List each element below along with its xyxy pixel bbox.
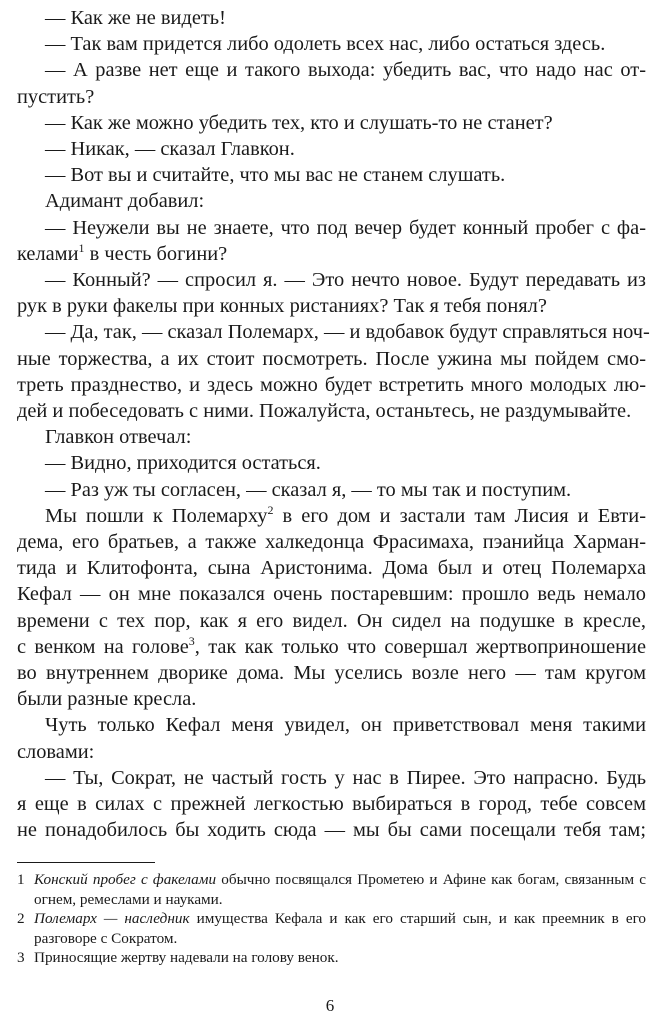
paragraph: — Никак, — сказал Главкон. [45,138,295,161]
footnote-ref: 3 [188,634,195,649]
footnote-term: Конский пробег с факелами [34,871,217,888]
text-line: — А разве нет еще и такого выхода: убедить вас, что надо нас от- [45,59,646,82]
text-line: тида и Клитофонта, сына Аристонима. Дома был и отец Полемарха [17,557,646,580]
text-line: — Конный? — спросил я. — Это нечто новое. Будут передавать из [45,269,646,292]
footnote [17,909,646,948]
text-line: пустить? [17,85,95,108]
footnote-body: Приносящие жертву надевали на голову венок. [34,949,339,966]
main-text [17,5,650,844]
text-run: с венком на голове [17,635,189,658]
paragraph [17,57,646,109]
paragraph [17,765,646,844]
text-run: келами [17,242,79,265]
text-run: в его дом и застали там Лисия и Евти- [273,504,646,527]
paragraph: — Так вам придется либо одолеть всех нас, либо остаться здесь. [45,33,606,56]
text-run: в честь богини? [84,242,228,265]
footnote-divider [17,862,155,863]
text-line [17,503,646,529]
paragraph [17,267,646,319]
text-line: были разные кресла. [17,688,197,711]
text-line: словами: [17,740,95,763]
paragraph: — Как же не видеть! [45,7,226,29]
footnote-ref: 2 [267,503,274,518]
footnotes [17,870,646,968]
text-line: дей и побеседовать с ними. Пожалуйста, останьтесь, не раздумывайте. [17,400,632,423]
footnote-body: имущества Кефала и как его старший сын, и как преемник в его разговоре с Сократом. [34,910,647,947]
text-line: дема, его братьев, а также халкедонца Фрасимаха, пэанийца Харман- [17,531,646,554]
page-number: 6 [325,996,335,1015]
text-line: не понадобилось бы ходить сюда — мы бы сами посещали тебя там; [17,819,646,842]
footnote [17,948,646,968]
paragraph [17,712,646,764]
footnote [17,870,646,909]
paragraph: Адимант добавил: [45,190,205,213]
text-line: ные торжества, а их стоит посмотреть. После ужина мы пойдем смо- [17,347,646,370]
text-line: Кефал — он мне показался очень постаревшим: прошло ведь немало [17,583,646,606]
paragraph: — Раз уж ты согласен, — сказал я, — то мы так и поступим. [45,478,572,501]
footnote-ref: 1 [78,241,85,256]
footnote-text [34,909,646,948]
footnote-term: Полемарх — наследник [34,910,190,927]
footnote-body: обычно посвящался Прометею и Афине как богам, связанным с огнем, ремеслами и науками. [34,871,646,908]
paragraph [17,503,646,713]
paragraph: — Как же можно убедить тех, кто и слушать-то не станет? [45,111,553,134]
text-line: — Да, так, — сказал Полемарх, — и вдобавок будут справляться ноч- [45,321,650,344]
text-line: Чуть только Кефал меня увидел, он приветствовал меня такими [45,714,646,737]
text-run: Мы пошли к Полемарху [45,504,268,527]
paragraph: Главкон отвечал: [45,426,192,449]
footnote-text [34,870,646,909]
text-line: я еще в силах с прежней легкостью выбираться в город, тебе совсем [17,793,646,816]
text-line: времени с тех пор, как я его видел. Он сидел на подушке в кресле, [17,609,646,632]
text-line: треть празднество, и здесь можно будет встретить много молодых лю- [17,373,646,396]
footnote-number: 3 [17,949,25,966]
text-line: рук в руки факелы при конных ристаниях? Так я тебя понял? [17,295,547,318]
text-line [17,243,227,265]
text-line [17,634,646,660]
paragraph [17,215,646,267]
paragraph [17,319,650,424]
paragraph: — Вот вы и считайте, что мы вас не станем слушать. [45,164,506,187]
text-line: — Ты, Сократ, не частый гость у нас в Пирее. Это напрасно. Будь [45,766,646,789]
text-run: , так как только что совершал жертвоприношение [194,635,646,658]
text-line: — Неужели вы не знаете, что под вечер будет конный пробег с фа- [45,216,646,239]
paragraph: — Видно, приходится остаться. [45,452,321,475]
footnote-text [34,948,646,968]
footnote-number: 1 [17,871,25,888]
text-line: во внутреннем дворике дома. Мы уселись возле него — там кругом [17,662,646,685]
footnote-number: 2 [17,910,25,927]
